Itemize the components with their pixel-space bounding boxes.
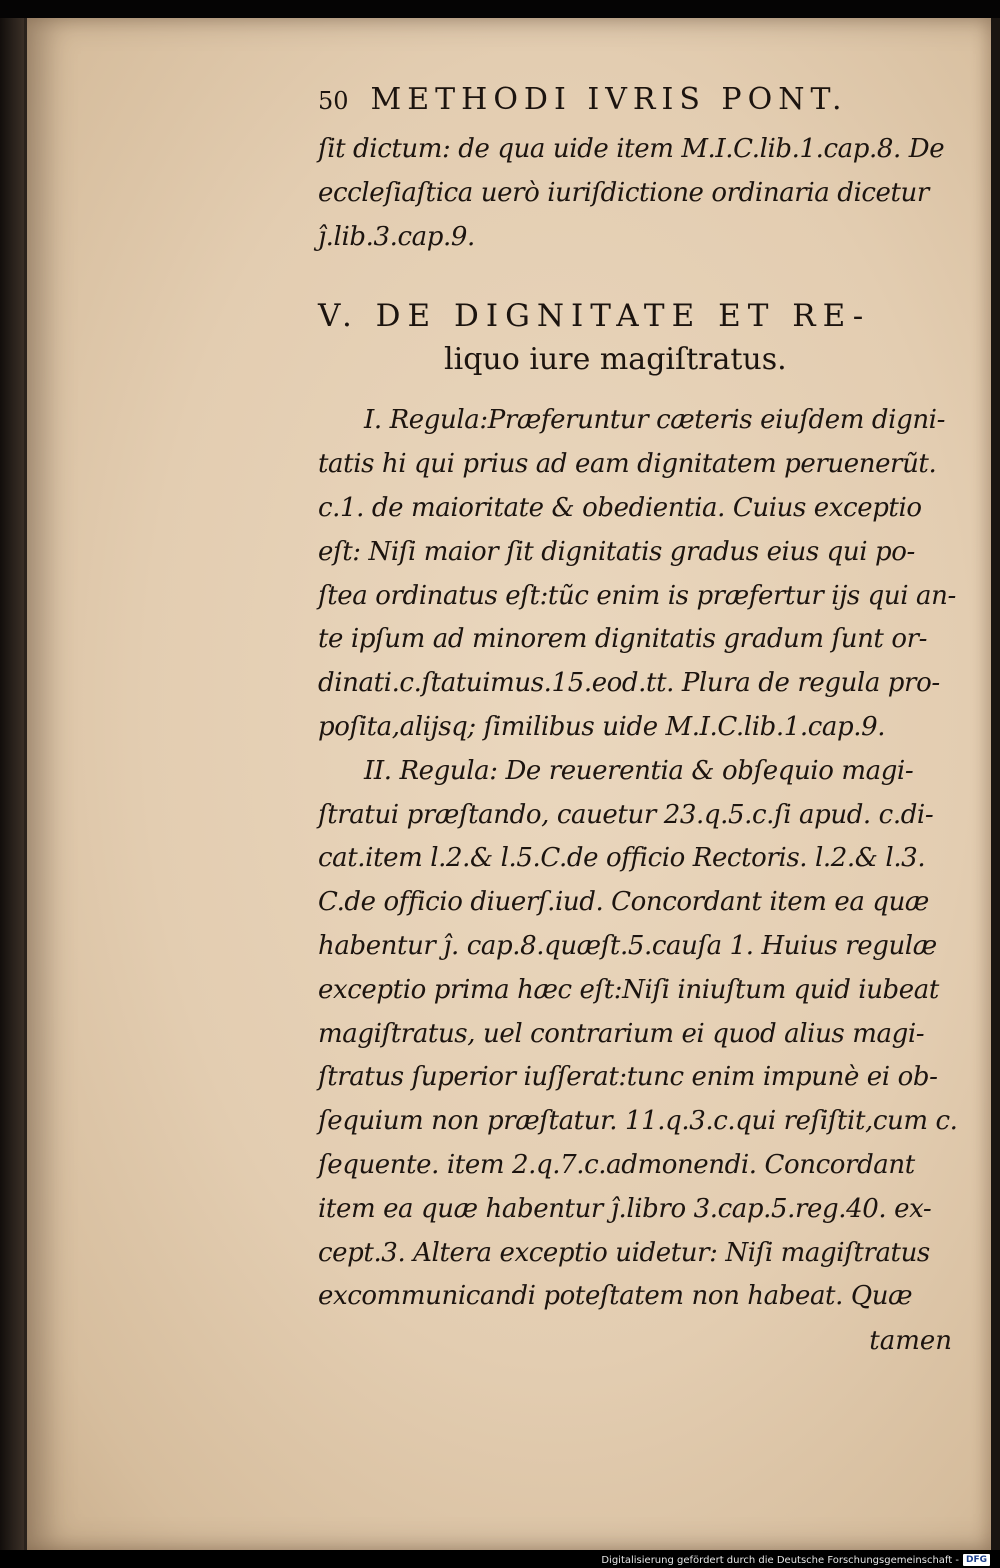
text-line: ſtratui præſtando, cauetur 23.q.5.c.ſi apud. c.di-: [318, 799, 934, 830]
text-line: excommunicandi poteſtatem non habeat. Quæ: [318, 1281, 913, 1312]
text-line: poſita,alijsq; ſimilibus uide M.I.C.lib.1.cap.9.: [318, 711, 886, 742]
credit-text: Digitalisierung gefördert durch die Deutsche Forschungsgemeinschaft -: [601, 1554, 959, 1566]
text-line: magiſtratus, uel contrarium ei quod alius magi-: [318, 1018, 925, 1049]
text-line: tatis hi qui prius ad eam dignitatem peruenerũt.: [318, 449, 937, 480]
page-number: 50: [318, 87, 349, 115]
running-head: [318, 82, 958, 128]
text-line: c.1. de maioritate & obedientia. Cuius exceptio: [318, 492, 922, 523]
text-line: eccleſiaſtica uerò iuriſdictione ordinaria dicetur: [318, 177, 929, 208]
dfg-logo-icon: DFG: [963, 1554, 990, 1566]
text-line: te ipſum ad minorem dignitatis gradum ſunt or-: [318, 624, 928, 655]
text-line: cat.item l.2.& l.5.C.de officio Rectoris. l.2.& l.3.: [318, 843, 926, 874]
rule-two-first-line: II. Regula: De reuerentia & obſequio magi-: [364, 755, 914, 786]
text-line: ſtea ordinatus eſt:tũc enim is præfertur ijs qui an-: [318, 580, 956, 611]
digitization-credit: [601, 1554, 990, 1566]
book-spine-edge: [0, 18, 24, 1550]
scan-top-border: [0, 0, 1000, 18]
text-line: ſit dictum: de qua uide item M.I.C.lib.1.cap.8. De: [318, 134, 945, 164]
text-line: dinati.c.ſtatuimus.15.eod.tt. Plura de regula pro-: [318, 668, 940, 699]
text-line: item ea quæ habentur ĵ.libro 3.cap.5.reg.40. ex-: [318, 1193, 932, 1224]
section-heading: V. DE DIGNITATE ET RE-: [318, 298, 871, 335]
rule-one-first-line: I. Regula:Præferuntur cæteris eiuſdem digni-: [364, 405, 945, 436]
text-line: cept.3. Altera exceptio uidetur: Niſi magiſtratus: [318, 1237, 930, 1268]
text-line: ſequente. item 2.q.7.c.admonendi. Concordant: [318, 1149, 915, 1180]
text-line: eſt: Niſi maior ſit dignitatis gradus eius qui po-: [318, 536, 915, 567]
page-text: [318, 82, 958, 1363]
text-line: exceptio prima hæc eſt:Niſi iniuſtum quid iubeat: [318, 974, 939, 1005]
section-heading-continued: liquo iure magiſtratus.: [444, 342, 787, 378]
running-title: METHODI IVRIS PONT.: [370, 82, 848, 117]
text-line: ſequium non præſtatur. 11.q.3.c.qui reſiſtit,cum c.: [318, 1106, 958, 1137]
text-line: ĵ.lib.3.cap.9.: [318, 221, 475, 252]
text-line: habentur ĵ. cap.8.quæſt.5.cauſa 1. Huius regulæ: [318, 930, 937, 961]
text-line: C.de officio diuerſ.iud. Concordant item ea quæ: [318, 887, 929, 918]
catchword: tamen: [869, 1326, 952, 1357]
text-line: ſtratus ſuperior iuſſerat:tunc enim impunè ei ob-: [318, 1062, 938, 1093]
